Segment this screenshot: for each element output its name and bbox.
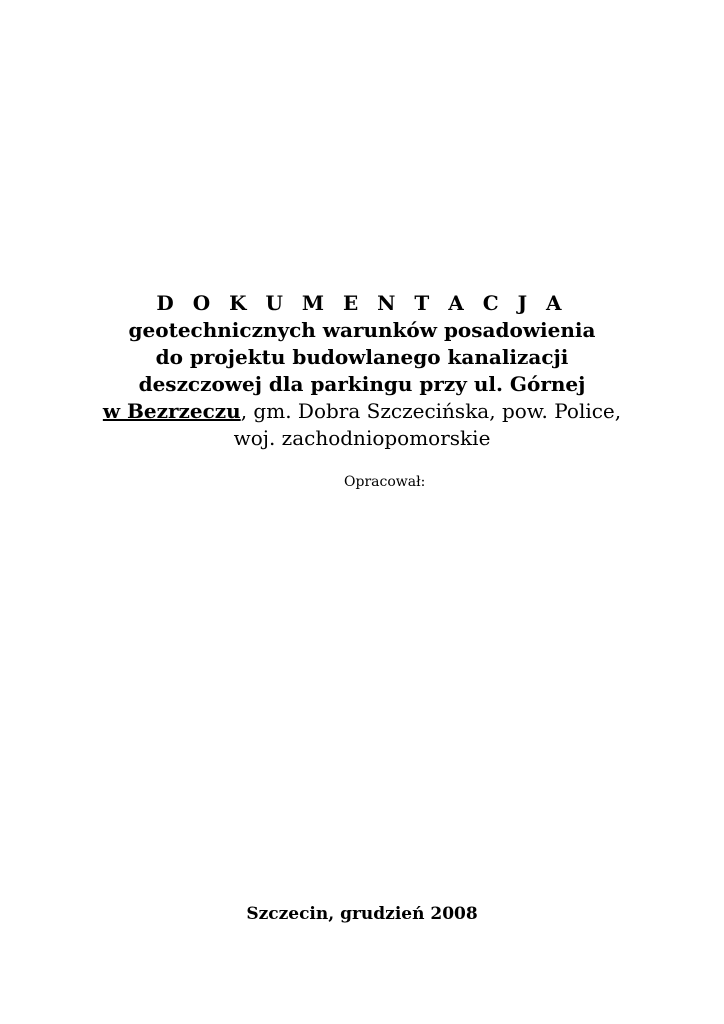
location-line bbox=[0, 398, 724, 425]
subtitle-line-2: do projektu budowlanego kanalizacji bbox=[155, 345, 569, 369]
subtitle-line-3: deszczowej dla parkingu przy ul. Górnej bbox=[138, 372, 586, 396]
location-details: , gm. Dobra Szczecińska, pow. Police, bbox=[240, 399, 622, 423]
location-name: w Bezrzeczu bbox=[102, 399, 241, 423]
place-and-date: Szczecin, grudzień 2008 bbox=[246, 904, 478, 924]
region-line: woj. zachodniopomorskie bbox=[233, 426, 491, 450]
title-block bbox=[0, 290, 724, 452]
subtitle-line-1: geotechnicznych warunków posadowienia bbox=[128, 318, 596, 342]
prepared-by-label: Opracował: bbox=[344, 474, 426, 490]
document-heading: D O K U M E N T A C J A bbox=[156, 291, 568, 315]
